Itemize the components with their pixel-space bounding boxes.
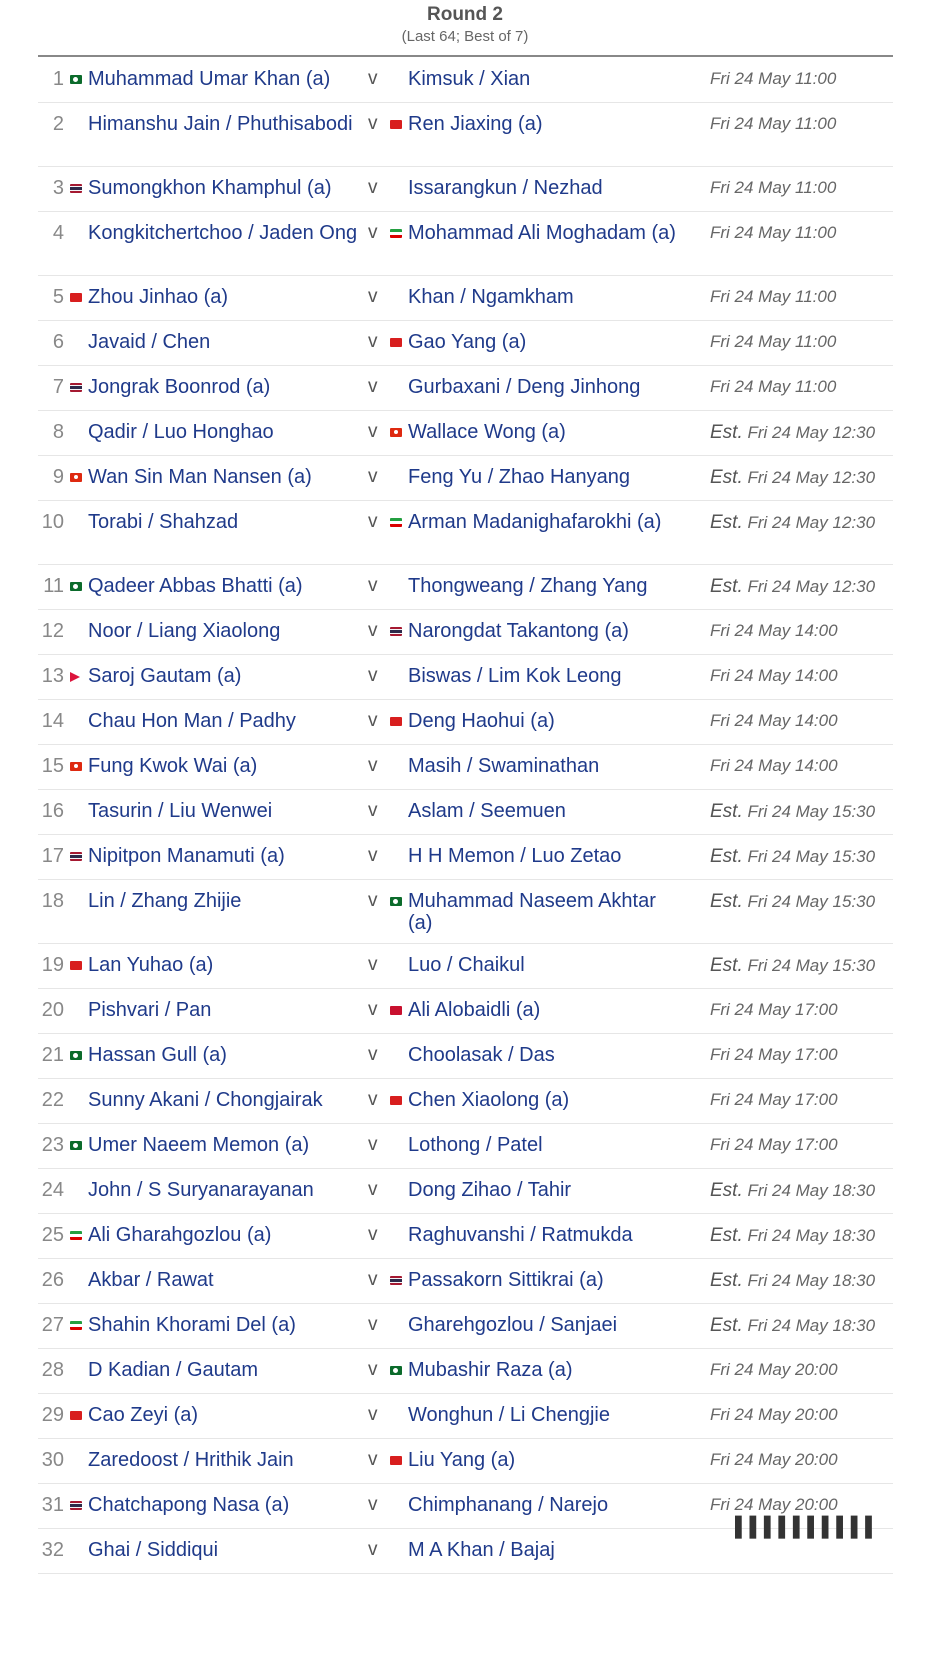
flag-icon	[70, 1051, 82, 1060]
versus-label: v	[368, 331, 378, 352]
player-2-name[interactable]: Khan / Ngamkham	[408, 286, 574, 308]
match-time-value: Fri 24 May 17:00	[710, 1045, 838, 1064]
match-row	[38, 944, 893, 989]
match-time-value: Fri 24 May 11:00	[710, 287, 837, 306]
player-2-name[interactable]: H H Memon / Luo Zetao	[408, 845, 622, 867]
match-time	[710, 287, 900, 307]
match-row	[38, 501, 893, 565]
match-time-value: Fri 24 May 15:30	[747, 892, 876, 911]
match-time	[710, 801, 900, 823]
player-2-name[interactable]: Thongweang / Zhang Yang	[408, 575, 648, 597]
flag-icon	[390, 120, 402, 129]
estimated-label: Est.	[710, 891, 743, 912]
versus-label: v	[368, 421, 378, 442]
player-1-name[interactable]: Torabi / Shahzad	[88, 511, 239, 533]
match-number: 13	[41, 665, 64, 687]
flag-icon	[70, 1411, 82, 1420]
player-2-name[interactable]: Wallace Wong (a)	[408, 421, 566, 443]
estimated-label: Est.	[710, 1315, 743, 1336]
match-time	[710, 1315, 900, 1337]
player-2-name[interactable]: Luo / Chaikul	[408, 954, 525, 976]
match-time	[710, 846, 900, 868]
versus-label: v	[368, 1449, 378, 1470]
player-1-name[interactable]: Ghai / Siddiqui	[88, 1539, 219, 1561]
player-2-name[interactable]: Wonghun / Li Chengjie	[408, 1404, 610, 1426]
player-2-name[interactable]: Dong Zihao / Tahir	[408, 1179, 572, 1201]
player-1-name[interactable]: Akbar / Rawat	[88, 1269, 214, 1291]
player-2-name[interactable]: Choolasak / Das	[408, 1044, 555, 1066]
match-number: 5	[52, 286, 64, 308]
estimated-label: Est.	[710, 1225, 743, 1246]
match-time-value: Fri 24 May 14:00	[710, 666, 838, 685]
match-number: 16	[41, 800, 64, 822]
player-1-name[interactable]: Wan Sin Man Nansen (a)	[88, 466, 312, 488]
player-1-name[interactable]: Sunny Akani / Chongjairak	[88, 1089, 323, 1111]
match-number: 28	[41, 1359, 64, 1381]
match-row	[38, 1394, 893, 1439]
player-1-name[interactable]: Qadeer Abbas Bhatti (a)	[88, 575, 303, 597]
match-time	[710, 1045, 900, 1065]
flag-icon	[70, 1321, 82, 1330]
player-2-name[interactable]: Lothong / Patel	[408, 1134, 543, 1156]
player-1-name[interactable]: Qadir / Luo Honghao	[88, 421, 274, 443]
player-2-name[interactable]: Chen Xiaolong (a)	[408, 1089, 570, 1111]
player-1-name[interactable]: Kongkitchertchoo / Jaden Ong	[88, 222, 358, 244]
estimated-label: Est.	[710, 955, 743, 976]
match-time-value: Fri 24 May 18:30	[747, 1181, 876, 1200]
match-row	[38, 58, 893, 103]
player-1-name[interactable]: Lin / Zhang Zhijie	[88, 890, 242, 912]
match-time-value: Fri 24 May 12:30	[747, 577, 876, 596]
versus-label: v	[368, 1089, 378, 1110]
player-2-name[interactable]: Gao Yang (a)	[408, 331, 527, 353]
versus-label: v	[368, 755, 378, 776]
match-number: 21	[41, 1044, 64, 1066]
match-time	[710, 467, 900, 489]
versus-label: v	[368, 620, 378, 641]
match-time	[710, 1495, 900, 1515]
match-number: 24	[41, 1179, 64, 1201]
versus-label: v	[368, 1134, 378, 1155]
player-2-name[interactable]: Ren Jiaxing (a)	[408, 113, 543, 135]
versus-label: v	[368, 845, 378, 866]
match-time	[710, 1180, 900, 1202]
match-time	[710, 666, 900, 686]
flag-icon	[390, 1276, 402, 1285]
match-time-value: Fri 24 May 11:00	[710, 223, 837, 242]
match-row	[38, 411, 893, 456]
versus-label: v	[368, 177, 378, 198]
match-row	[38, 1124, 893, 1169]
match-row	[38, 1214, 893, 1259]
player-1-name[interactable]: Shahin Khorami Del (a)	[88, 1314, 296, 1336]
player-2-name[interactable]: Liu Yang (a)	[408, 1449, 516, 1471]
estimated-label: Est.	[710, 576, 743, 597]
flag-icon	[70, 473, 82, 482]
player-1-name[interactable]: Zaredoost / Hrithik Jain	[88, 1449, 294, 1471]
flag-icon	[70, 762, 82, 771]
player-2-name[interactable]: Raghuvanshi / Ratmukda	[408, 1224, 633, 1246]
versus-label: v	[368, 1314, 378, 1335]
match-time-value: Fri 24 May 20:00	[710, 1450, 838, 1469]
versus-label: v	[368, 1494, 378, 1515]
match-time-value: Fri 24 May 18:30	[747, 1316, 876, 1335]
match-row	[38, 321, 893, 366]
match-time	[710, 955, 900, 977]
versus-label: v	[368, 1269, 378, 1290]
match-time	[710, 332, 900, 352]
player-1-name[interactable]: D Kadian / Gautam	[88, 1359, 259, 1381]
estimated-label: Est.	[710, 467, 743, 488]
match-time-value: Fri 24 May 14:00	[710, 711, 838, 730]
matches-table	[38, 58, 893, 1574]
match-time-value: Fri 24 May 18:30	[747, 1271, 876, 1290]
versus-label: v	[368, 710, 378, 731]
player-2-name[interactable]: Chimphanang / Narejo	[408, 1494, 609, 1516]
match-row	[38, 1079, 893, 1124]
player-1-name[interactable]: Ali Gharahgozlou (a)	[88, 1224, 272, 1246]
match-time	[710, 1360, 900, 1380]
match-row	[38, 167, 893, 212]
match-time	[710, 576, 900, 598]
match-row	[38, 212, 893, 276]
flag-icon	[390, 1096, 402, 1105]
flag-icon	[390, 1366, 402, 1375]
flag-icon	[70, 852, 82, 861]
match-time	[710, 1225, 900, 1247]
match-number: 20	[41, 999, 64, 1021]
header-divider	[38, 55, 893, 57]
match-time	[710, 1270, 900, 1292]
match-time-value: Fri 24 May 18:30	[747, 1226, 876, 1245]
match-row	[38, 1034, 893, 1079]
match-number: 30	[41, 1449, 64, 1471]
match-time	[710, 422, 900, 444]
player-2-name[interactable]: Issarangkun / Nezhad	[408, 177, 603, 199]
player-2-name[interactable]: Gharehgozlou / Sanjaei	[408, 1314, 618, 1336]
versus-label: v	[368, 286, 378, 307]
player-2-name[interactable]: Kimsuk / Xian	[408, 68, 531, 90]
flag-icon	[390, 717, 402, 726]
match-time	[710, 223, 900, 243]
match-time-value: Fri 24 May 20:00	[710, 1360, 838, 1379]
match-time	[710, 1405, 900, 1425]
match-row	[38, 1439, 893, 1484]
flag-icon	[390, 1456, 402, 1465]
match-row	[38, 655, 893, 700]
player-2-name[interactable]: Mubashir Raza (a)	[408, 1359, 573, 1381]
versus-label: v	[368, 1179, 378, 1200]
match-row	[38, 276, 893, 321]
match-time	[710, 377, 900, 397]
match-time-value: Fri 24 May 15:30	[747, 956, 876, 975]
match-number: 25	[41, 1224, 64, 1246]
match-number: 27	[41, 1314, 64, 1336]
match-time-value: Fri 24 May 15:30	[747, 802, 876, 821]
flag-icon	[70, 75, 82, 84]
match-number: 14	[41, 710, 64, 732]
flag-icon	[70, 582, 82, 591]
match-number: 8	[52, 421, 64, 443]
player-2-name[interactable]: Gurbaxani / Deng Jinhong	[408, 376, 641, 398]
flag-icon	[70, 1231, 82, 1240]
flag-icon	[70, 1141, 82, 1150]
match-time	[710, 1000, 900, 1020]
versus-label: v	[368, 1359, 378, 1380]
match-time	[710, 178, 900, 198]
match-time-value: Fri 24 May 14:00	[710, 756, 838, 775]
match-time-value: Fri 24 May 11:00	[710, 69, 837, 88]
player-1-name[interactable]: Javaid / Chen	[88, 331, 211, 353]
match-row	[38, 745, 893, 790]
estimated-label: Est.	[710, 801, 743, 822]
versus-label: v	[368, 1224, 378, 1245]
versus-label: v	[368, 1404, 378, 1425]
match-number: 22	[41, 1089, 64, 1111]
match-number: 26	[41, 1269, 64, 1291]
versus-label: v	[368, 511, 378, 532]
estimated-label: Est.	[710, 1180, 743, 1201]
match-time-value: Fri 24 May 11:00	[710, 114, 837, 133]
match-time-value: Fri 24 May 12:30	[747, 468, 876, 487]
watermark: ▌▌▌▌▌▌▌▌▌▌	[735, 1517, 880, 1538]
match-time	[710, 1090, 900, 1110]
player-2-name[interactable]: Deng Haohui (a)	[408, 710, 555, 732]
versus-label: v	[368, 800, 378, 821]
match-time-value: Fri 24 May 14:00	[710, 621, 838, 640]
flag-icon	[390, 1006, 402, 1015]
round-title: Round 2	[427, 4, 503, 25]
match-number: 10	[41, 511, 64, 533]
flag-icon	[390, 229, 402, 238]
match-number: 15	[41, 755, 64, 777]
player-2-name[interactable]: M A Khan / Bajaj	[408, 1539, 555, 1561]
match-row	[38, 1169, 893, 1214]
match-time	[710, 711, 900, 731]
match-time-value: Fri 24 May 17:00	[710, 1090, 838, 1109]
versus-label: v	[368, 954, 378, 975]
versus-label: v	[368, 665, 378, 686]
match-time-value: Fri 24 May 20:00	[710, 1495, 838, 1514]
match-row	[38, 456, 893, 501]
versus-label: v	[368, 376, 378, 397]
match-row	[38, 790, 893, 835]
match-time-value: Fri 24 May 11:00	[710, 332, 837, 351]
flag-icon	[70, 293, 82, 302]
versus-label: v	[368, 68, 378, 89]
match-number: 1	[52, 68, 64, 90]
match-row	[38, 366, 893, 411]
match-time	[710, 756, 900, 776]
player-1-name[interactable]: Cao Zeyi (a)	[88, 1404, 199, 1426]
player-1-name[interactable]: Umer Naeem Memon (a)	[88, 1134, 310, 1156]
player-1-name[interactable]: Hassan Gull (a)	[88, 1044, 227, 1066]
flag-icon	[390, 338, 402, 347]
match-time-value: Fri 24 May 11:00	[710, 178, 837, 197]
player-1-name[interactable]: Saroj Gautam (a)	[88, 665, 242, 687]
match-row	[38, 700, 893, 745]
player-1-name[interactable]: John / S Suryanarayanan	[88, 1179, 314, 1201]
match-time	[710, 114, 900, 134]
flag-icon	[70, 672, 82, 681]
player-2-name[interactable]: Masih / Swaminathan	[408, 755, 600, 777]
estimated-label: Est.	[710, 1270, 743, 1291]
match-number: 23	[41, 1134, 64, 1156]
match-number: 6	[52, 331, 64, 353]
match-row	[38, 880, 893, 944]
match-number: 19	[41, 954, 64, 976]
estimated-label: Est.	[710, 512, 743, 533]
player-1-name[interactable]: Himanshu Jain / Phuthisabodi	[88, 113, 353, 135]
match-time-value: Fri 24 May 11:00	[710, 377, 837, 396]
match-number: 31	[41, 1494, 64, 1516]
match-number: 29	[41, 1404, 64, 1426]
match-time-value: Fri 24 May 12:30	[747, 513, 876, 532]
match-time-value: Fri 24 May 17:00	[710, 1135, 838, 1154]
match-number: 3	[52, 177, 64, 199]
player-2-name[interactable]: Narongdat Takantong (a)	[408, 620, 629, 642]
player-1-name[interactable]: Fung Kwok Wai (a)	[88, 755, 258, 777]
player-2-name[interactable]: Muhammad Naseem Akhtar (a)	[408, 890, 656, 934]
match-time-value: Fri 24 May 20:00	[710, 1405, 838, 1424]
match-row	[38, 565, 893, 610]
flag-icon	[70, 1501, 82, 1510]
versus-label: v	[368, 466, 378, 487]
flag-icon	[70, 383, 82, 392]
estimated-label: Est.	[710, 846, 743, 867]
player-1-name[interactable]: Lan Yuhao (a)	[88, 954, 214, 976]
player-1-name[interactable]: Tasurin / Liu Wenwei	[88, 800, 273, 822]
player-2-name[interactable]: Aslam / Seemuen	[408, 800, 566, 822]
versus-label: v	[368, 222, 378, 243]
match-number: 32	[41, 1539, 64, 1561]
player-1-name[interactable]: Jongrak Boonrod (a)	[88, 376, 271, 398]
match-time	[710, 891, 900, 913]
flag-icon	[390, 428, 402, 437]
match-row	[38, 610, 893, 655]
match-number: 2	[52, 113, 64, 135]
match-time-value: Fri 24 May 17:00	[710, 1000, 838, 1019]
player-1-name[interactable]: Chatchapong Nasa (a)	[88, 1494, 290, 1516]
player-1-name[interactable]: Sumongkhon Khamphul (a)	[88, 177, 332, 199]
round-subtitle: (Last 64; Best of 7)	[401, 28, 529, 45]
match-row	[38, 1349, 893, 1394]
match-number: 18	[41, 890, 64, 912]
match-number: 9	[52, 466, 64, 488]
player-1-name[interactable]: Muhammad Umar Khan (a)	[88, 68, 331, 90]
flag-icon	[390, 518, 402, 527]
match-row	[38, 835, 893, 880]
player-2-name[interactable]: Mohammad Ali Moghadam (a)	[408, 222, 676, 244]
match-row	[38, 103, 893, 167]
versus-label: v	[368, 1044, 378, 1065]
match-time	[710, 1450, 900, 1470]
player-1-name[interactable]: Chau Hon Man / Padhy	[88, 710, 296, 732]
match-number: 12	[41, 620, 64, 642]
match-number: 7	[52, 376, 64, 398]
match-time	[710, 621, 900, 641]
player-2-name[interactable]: Passakorn Sittikrai (a)	[408, 1269, 604, 1291]
player-2-name[interactable]: Feng Yu / Zhao Hanyang	[408, 466, 631, 488]
flag-icon	[390, 627, 402, 636]
match-time	[710, 512, 900, 534]
match-number: 11	[43, 575, 64, 597]
player-1-name[interactable]: Pishvari / Pan	[88, 999, 212, 1021]
match-time	[710, 69, 900, 89]
versus-label: v	[368, 890, 378, 911]
match-time	[710, 1135, 900, 1155]
versus-label: v	[368, 113, 378, 134]
player-1-name[interactable]: Zhou Jinhao (a)	[88, 286, 229, 308]
versus-label: v	[368, 575, 378, 596]
versus-label: v	[368, 1539, 378, 1560]
player-2-name[interactable]: Ali Alobaidli (a)	[408, 999, 541, 1021]
player-1-name[interactable]: Noor / Liang Xiaolong	[88, 620, 281, 642]
flag-icon	[70, 961, 82, 970]
match-row	[38, 1259, 893, 1304]
flag-icon	[390, 897, 402, 906]
player-1-name[interactable]: Nipitpon Manamuti (a)	[88, 845, 285, 867]
match-time-value: Fri 24 May 12:30	[747, 423, 876, 442]
player-2-name[interactable]: Arman Madanighafarokhi (a)	[408, 511, 662, 533]
match-number: 4	[52, 222, 64, 244]
player-2-name[interactable]: Biswas / Lim Kok Leong	[408, 665, 622, 687]
match-time-value: Fri 24 May 15:30	[747, 847, 876, 866]
estimated-label: Est.	[710, 422, 743, 443]
versus-label: v	[368, 999, 378, 1020]
flag-icon	[70, 184, 82, 193]
match-row	[38, 1304, 893, 1349]
match-row	[38, 989, 893, 1034]
match-number: 17	[41, 845, 64, 867]
